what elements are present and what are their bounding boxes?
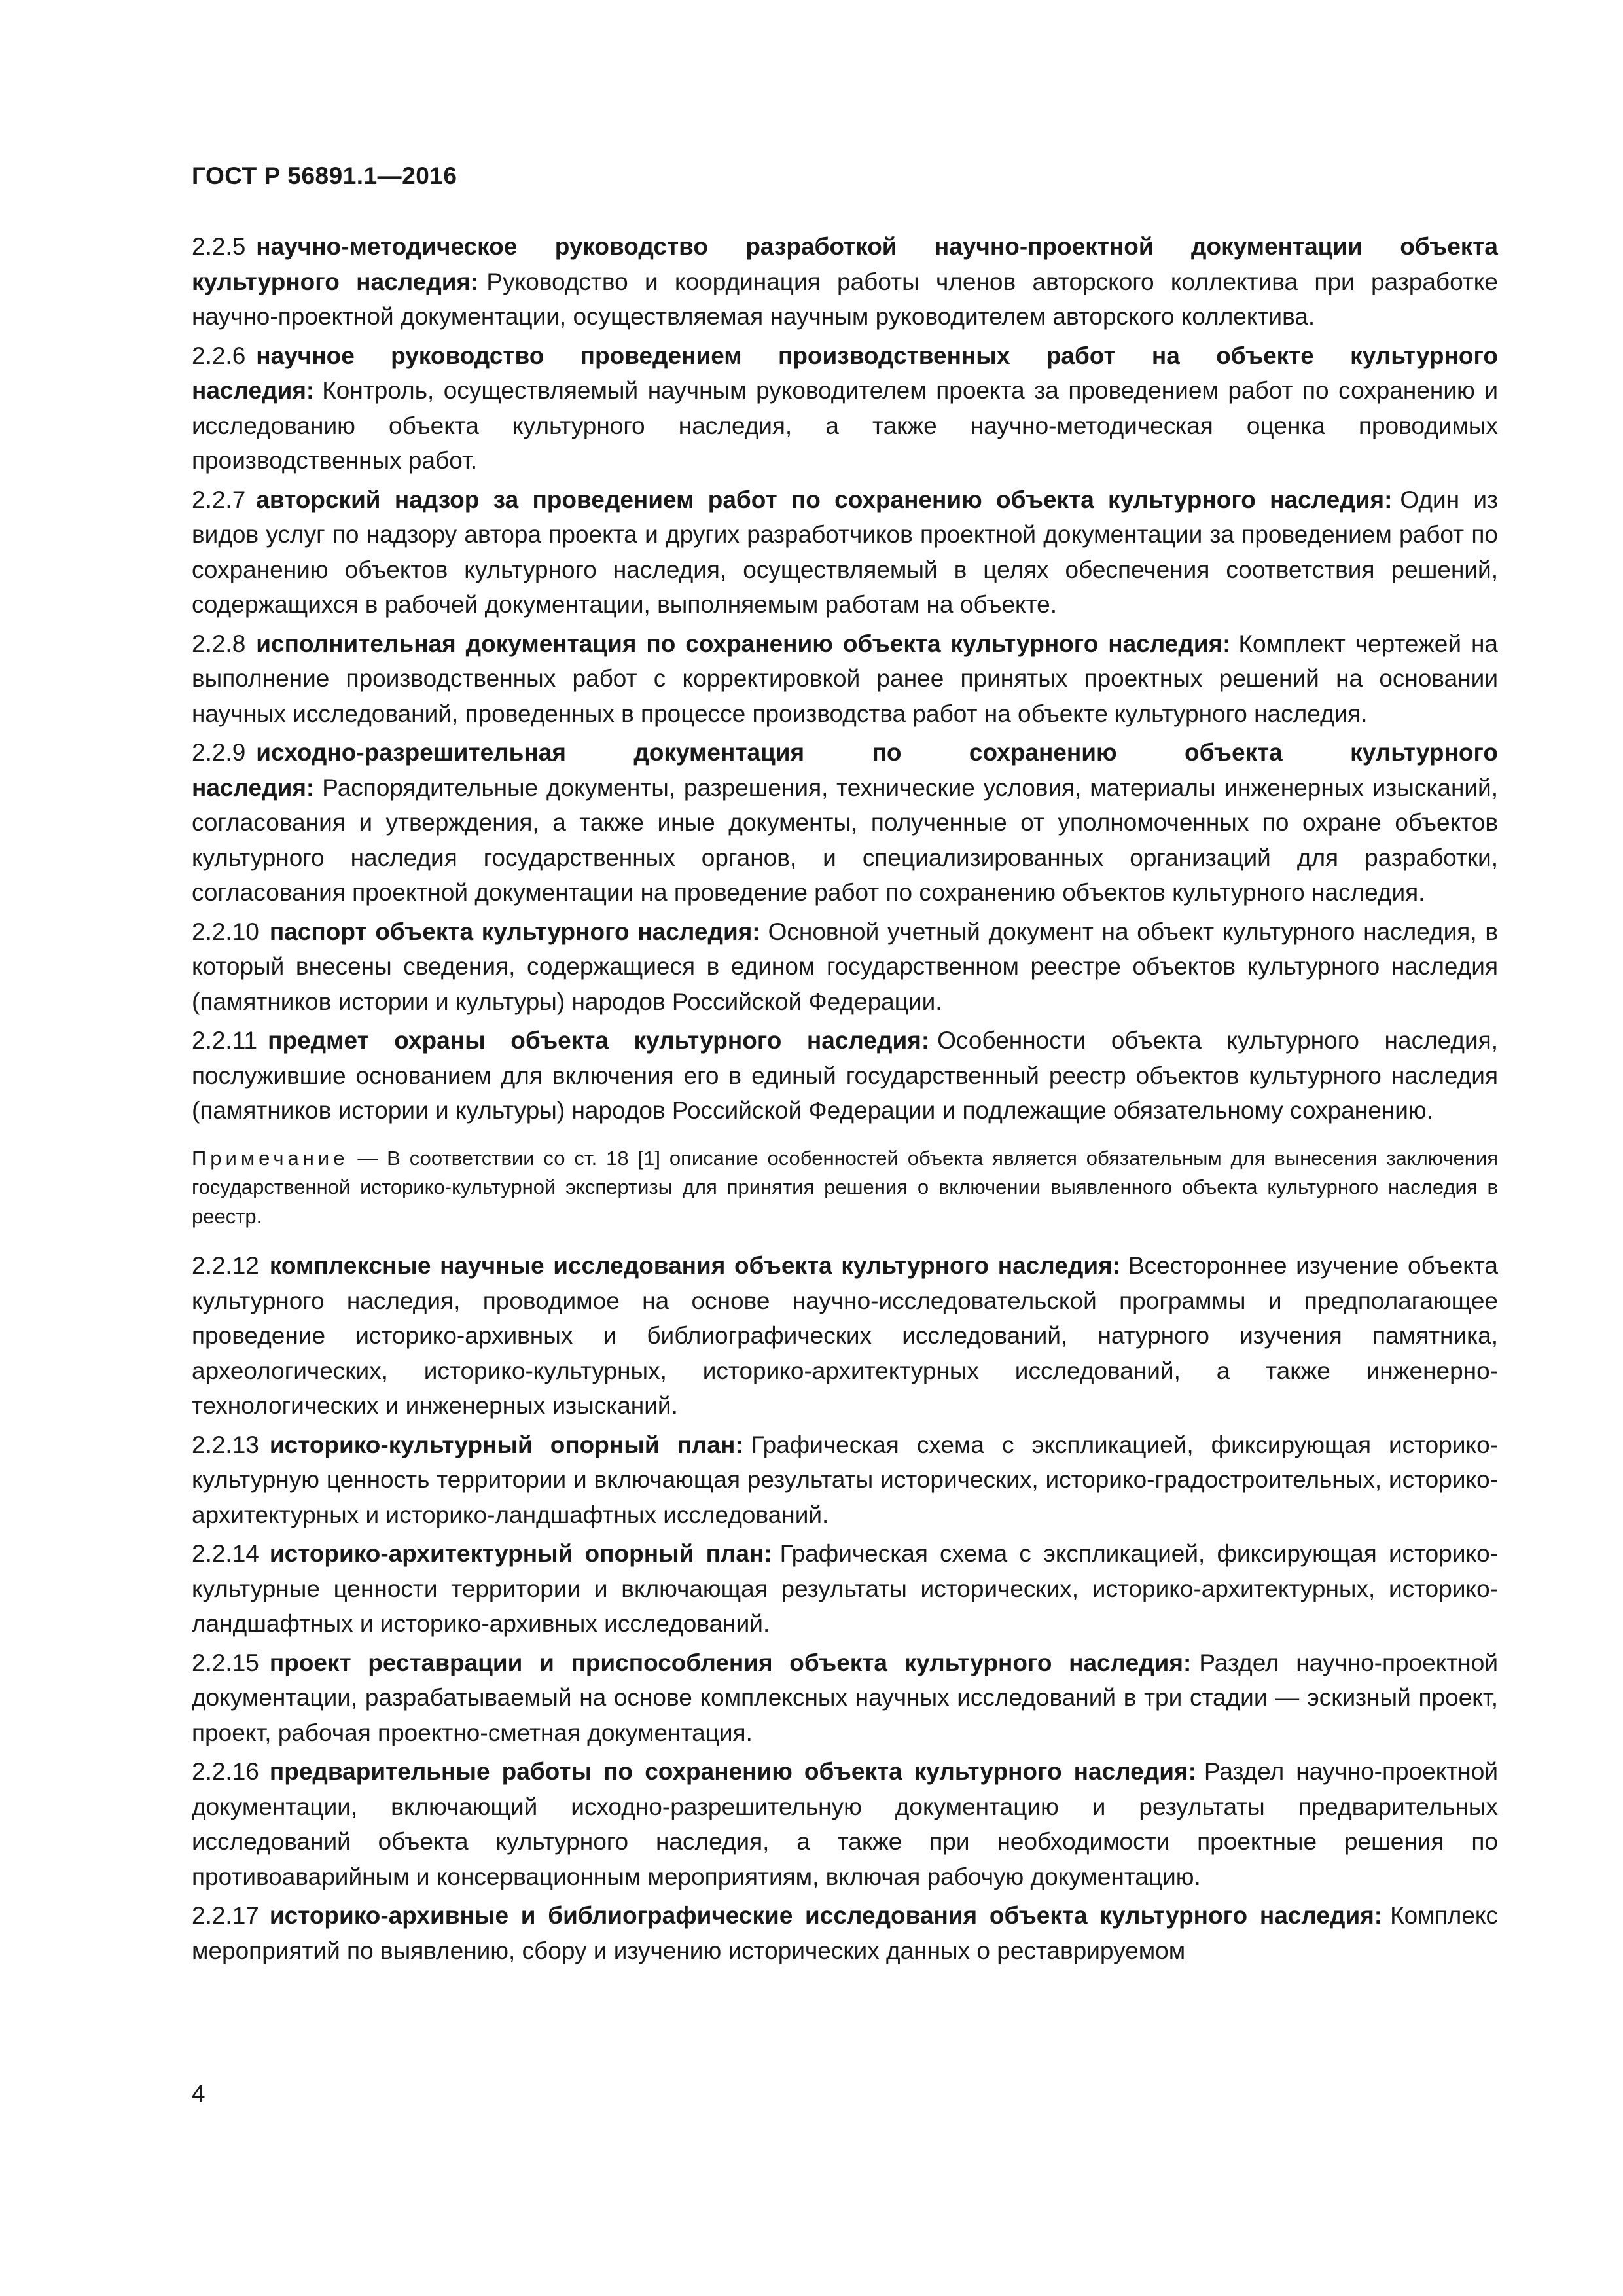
entry-definition: Раздел научно-проектной документации, разрабатываемый на основе комплексных научных исследований в три стадии — эскизный проект, проект, рабочая проектно-сметная документация. [192,1649,1498,1746]
entry-term: предмет охраны объекта культурного наследия: [268,1027,930,1054]
entry-definition: Всестороннее изучение объекта культурного наследия, проводимое на основе научно-исследовательской программы и предполагающее проведение историко-архивных и библиографических исследований, натурного изучения памятника, археологических, историко-культурных, историко-архитектурных исследований, а также инженерно-технологических и инженерных изысканий. [192,1252,1498,1419]
term-entry-2-2-5 [192,229,1498,334]
entry-definition: Графическая схема с экспликацией, фиксирующая историко-культурную ценность территории и включающая результаты исторических, историко-градостроительных, историко-архитектурных и историко-ландшафтных исследований. [192,1431,1498,1528]
entry-number: 2.2.9 [192,739,246,766]
entry-number: 2.2.14 [192,1540,259,1567]
entry-number: 2.2.12 [192,1252,259,1279]
entry-definition: Распорядительные документы, разрешения, технические условия, материалы инженерных изысканий, согласования и утверждения, а также иные документы, полученные от уполномоченных по охране объектов культурного наследия государственных органов, и специализированных организаций для разработки, согласования проектной документации на проведение работ по сохранению объектов культурного наследия. [192,774,1498,906]
entry-term: авторский надзор за проведением работ по сохранению объекта культурного наследия: [256,486,1393,513]
entry-definition: Графическая схема с экспликацией, фиксирующая историко-культурные ценности территории и включающая результаты исторических, историко-архитектурных, историко-ландшафтных и историко-архивных исследований. [192,1540,1498,1637]
term-entry-2-2-14 [192,1536,1498,1641]
entry-number: 2.2.13 [192,1431,259,1458]
entry-definition: Контроль, осуществляемый научным руководителем проекта за проведением работ по сохранению и исследованию объекта культурного наследия, а также научно-методическая оценка проводимых производственных работ. [192,377,1498,474]
note-block [192,1144,1498,1232]
entry-term: историко-архитектурный опорный план: [269,1540,772,1567]
term-entry-2-2-13 [192,1427,1498,1533]
term-entry-2-2-8 [192,626,1498,732]
term-entry-2-2-15 [192,1645,1498,1751]
entry-number: 2.2.6 [192,342,246,369]
entry-term: исходно-разрешительная документация по сохранению объекта культурного наследия: [192,739,1498,801]
entry-term: научно-методическое руководство разработкой научно-проектной документации объекта культурного наследия: [192,233,1498,295]
term-entry-2-2-9 [192,735,1498,910]
entry-number: 2.2.17 [192,1902,259,1929]
entry-definition: Один из видов услуг по надзору автора проекта и других разработчиков проектной документации за проведением работ по сохранению объектов культурного наследия, осуществляемый в целях обеспечения соответствия решений, содержащихся в рабочей документации, выполняемым работам на объекте. [192,486,1499,618]
entry-term: историко-культурный опорный план: [269,1431,743,1458]
entry-number: 2.2.11 [192,1027,258,1054]
term-entry-2-2-11 [192,1023,1498,1128]
page-number: 4 [192,2080,205,2107]
term-entry-2-2-10 [192,914,1498,1020]
entry-term: комплексные научные исследования объекта культурного наследия: [269,1252,1120,1279]
entry-definition: Комплект чертежей на выполнение производственных работ с корректировкой ранее принятых проектных решений на основании научных исследований, проведенных в процессе производства работ на объекте культурного наследия. [192,630,1498,727]
term-entry-2-2-7 [192,482,1498,622]
entry-definition: Основной учетный документ на объект культурного наследия, в который внесены сведения, содержащиеся в едином государственном реестре объектов культурного наследия (памятников истории и культуры) народов Российской Федерации. [192,918,1499,1015]
entry-term: исполнительная документация по сохранению объекта культурного наследия: [256,630,1231,657]
entry-number: 2.2.15 [192,1649,259,1676]
note-text: — В соответствии со ст. 18 [1] описание особенностей объекта является обязательным для вынесения заключения государственной историко-культурной экспертизы для принятия решения о включении выявленного объекта культурного наследия в реестр. [192,1146,1498,1228]
entry-term: проект реставрации и приспособления объекта культурного наследия: [269,1649,1192,1676]
note-label: Примечание [192,1146,349,1170]
document-header: ГОСТ Р 56891.1—2016 [192,162,457,189]
entry-definition: Особенности объекта культурного наследия, послужившие основанием для включения его в единый государственный реестр объектов культурного наследия (памятников истории и культуры) народов Российской Федерации и подлежащие обязательному сохранению. [192,1027,1498,1124]
entry-number: 2.2.7 [192,486,246,513]
entry-number: 2.2.5 [192,233,246,260]
entry-term: историко-архивные и библиографические исследования объекта культурного наследия: [269,1902,1383,1929]
entry-term: научное руководство проведением производственных работ на объекте культурного наследия: [192,342,1498,404]
entry-term: предварительные работы по сохранению объекта культурного наследия: [269,1758,1196,1785]
entry-definition: Раздел научно-проектной документации, включающий исходно-разрешительную документацию и результаты предварительных исследований объекта культурного наследия, а также при необходимости проектные решения по противоаварийным и консервационным мероприятиям, включая рабочую документацию. [192,1758,1498,1890]
entry-definition: Комплекс мероприятий по выявлению, сбору и изучению исторических данных о реставрируемом [192,1902,1498,1964]
document-body [192,229,1498,1972]
term-entry-2-2-6 [192,338,1498,478]
term-entry-2-2-16 [192,1754,1498,1894]
term-entry-2-2-12 [192,1248,1498,1424]
entry-term: паспорт объекта культурного наследия: [269,918,760,945]
entry-definition: Руководство и координация работы членов авторского коллектива при разработке научно-проектной документации, осуществляемая научным руководителем авторского коллектива. [192,268,1498,330]
entry-number: 2.2.16 [192,1758,259,1785]
term-entry-2-2-17 [192,1898,1498,1968]
entry-number: 2.2.8 [192,630,246,657]
entry-number: 2.2.10 [192,918,259,945]
